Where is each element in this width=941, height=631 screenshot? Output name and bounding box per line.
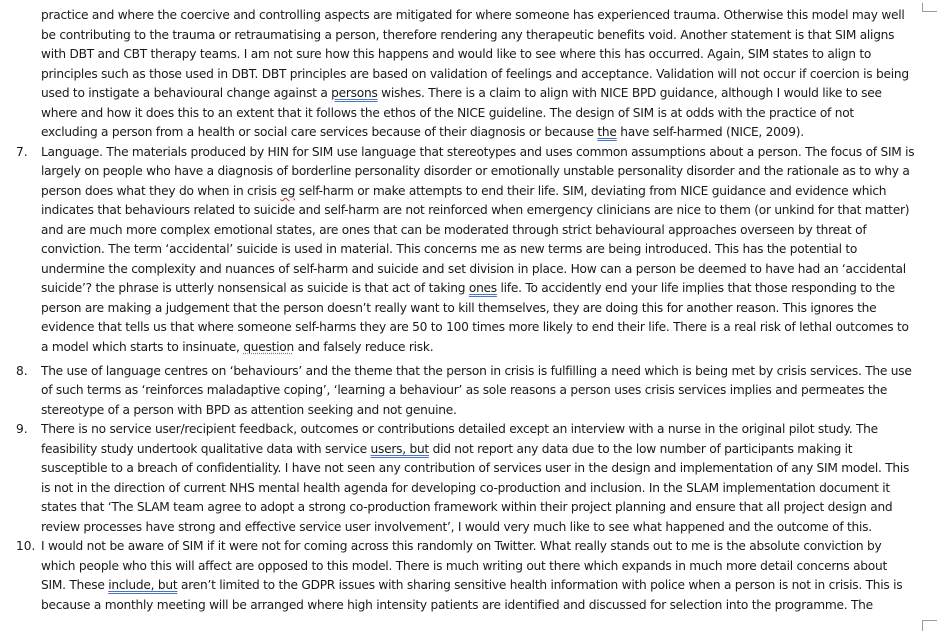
list-item-line [41,537,921,557]
list-item-line [41,498,921,518]
paragraph-line [41,6,921,26]
list-item-line [41,381,921,401]
list-item-line [41,221,921,241]
text-run: aren’t limited to the GDPR issues with sharing sensitive health information with police when a person is not in crisis. This is [177,578,903,592]
list-item-line [41,479,921,499]
grammar-flagged-word[interactable]: ones [468,281,497,295]
list-item-line [41,440,921,460]
text-run: Language. The materials produced by HIN for SIM use language that stereotypes and uses common assumptions about a person. The focus of SIM is [41,145,915,159]
text-run: undermine the complexity and nuances of self-harm and suicide and set division in place. How can a person be deemed to have had an ‘accidental [41,262,906,276]
spelling-flagged-word[interactable]: eg [280,184,296,198]
list-item-line [41,557,921,577]
page-corner-mark-top [922,3,937,12]
style-flagged-word[interactable]: question [243,340,294,354]
text-run: person does what they do when in crisis [41,184,281,198]
list-item-line [41,420,921,440]
list-item-line [41,299,921,319]
list-item-line [41,362,921,382]
list-item-line [41,162,921,182]
text-run: I would not be aware of SIM if it were not for coming across this randomly on Twitter. What really stands out to me is the absolute conviction by [41,539,882,553]
paragraph-line [41,104,921,124]
text-run: and are much more complex emotional states, are ones that can be moderated through strict behavioural approaches overseen by threat of [41,223,867,237]
text-run: practice and where the coercive and controlling aspects are mitigated for where someone has experienced trauma. Otherwise this model may well [41,8,905,22]
text-run: with DBT and CBT therapy teams. I am not sure how this happens and would like to see where this has occurred. Again, SIM states to align to [41,47,872,61]
grammar-flagged-word[interactable]: users, but [370,442,429,456]
grammar-flagged-word[interactable]: persons [331,86,378,100]
list-item-line [41,576,921,596]
text-run: which people who this will affect are opposed to this model. There is much writing out there which expands in much more detail concerns about [41,559,887,573]
list-item-line [41,459,921,479]
text-run: life. To accidently end your life implies that those responding to the [496,281,895,295]
text-run: wishes. There is a claim to align with NICE BPD guidance, although I would like to see [377,86,882,100]
list-number: 8. [16,364,28,378]
paragraph-line [41,65,921,85]
text-run: indicates that behaviours related to suicide and self-harm are not reinforced when emergency clinicians are nice to them (or unkind for that matter) [41,203,910,217]
paragraph-line [41,26,921,46]
list-item-line [41,240,921,260]
text-run: where and how it does this to an extent that it follows the ethos of the NICE guideline. The design of SIM is at odds with the practice of not [41,106,854,120]
text-run: largely on people who have a diagnosis of borderline personality disorder or emotionally unstable personality disorder and the rationale as to why a [41,164,910,178]
list-item-line [41,279,921,299]
text-run: conviction. The term ‘accidental’ suicide is used in material. This concerns me as new terms are being introduced. This has the potential to [41,242,858,256]
list-number: 7. [16,145,28,159]
text-run: feasibility study undertook qualitative data with service [41,442,371,456]
list-item-line [41,260,921,280]
text-run: SIM. These [41,578,109,592]
text-run: self-harm or make attempts to end their life. SIM, deviating from NICE guidance and evidence which [295,184,887,198]
grammar-flagged-word[interactable]: include, but [108,578,178,592]
list-item-line [41,201,921,221]
text-run: states that ‘The SLAM team agree to adopt a strong co-production framework within their project planning and ensure that all project design and [41,500,893,514]
text-run: because a monthly meeting will be arranged where high intensity patients are identified and discussed for selection into the programme. The [41,598,873,612]
list-item-line [41,318,921,338]
text-run: is not in the direction of current NHS mental health agenda for developing co-production and inclusion. In the SLAM implementation document it [41,481,890,495]
text-run: excluding a person from a health or social care services because of their diagnosis or because [41,125,598,139]
list-item-line [41,143,921,163]
text-run: stereotype of a person with BPD as attention seeking and not genuine. [41,403,457,417]
text-run: have self-harmed (NICE, 2009). [616,125,804,139]
list-number: 9. [16,422,28,436]
text-run: principles such as those used in DBT. DBT principles are based on validation of feelings and acceptance. Validation will not occur if coercion is being [41,67,909,81]
text-run: There is no service user/recipient feedback, outcomes or contributions detailed except an interview with a nurse in the original pilot study. The [41,422,878,436]
text-run: be contributing to the trauma or retraumatising a person, therefore rendering any therapeutic benefits void. Another statement is that SIM aligns [41,28,895,42]
list-item-line [41,338,921,358]
list-number: 10. [16,539,36,553]
text-run: susceptible to a breach of confidentiality. I have not seen any contribution of services user in the design and implementation of any SIM model. This [41,461,910,475]
paragraph-line [41,45,921,65]
paragraph-line [41,84,921,104]
page-corner-mark-bottom [922,620,937,631]
text-run: The use of language centres on ‘behaviours’ and the theme that the person in crisis is fulfilling a need which is being met by crisis services. The use [41,364,912,378]
list-item-line [41,518,921,538]
list-item-line [41,182,921,202]
grammar-flagged-word[interactable]: the [597,125,617,139]
text-run: used to instigate a behavioural change against a [41,86,332,100]
list-item-line [41,596,921,616]
text-run: evidence that tells us that where someone self-harms they are 50 to 100 times more likely to end their life. There is a real risk of lethal outcomes to [41,320,909,334]
text-run: and falsely reduce risk. [293,340,434,354]
text-run: of such terms as ‘reinforces maladaptive coping’, ‘learning a behaviour’ as sole reasons a person uses crisis services implies and permeates the [41,383,888,397]
text-run: suicide’? the phrase is utterly nonsensical as suicide is that act of taking [41,281,469,295]
text-run: person are making a judgement that the person doesn’t really want to kill themselves, they are doing this for another reason. This ignores the [41,301,877,315]
paragraph-line [41,123,921,143]
text-run: did not report any data due to the low number of participants making it [428,442,853,456]
text-run: review processes have strong and effective service user involvement’, I would very much like to see what happened and the outcome of this. [41,520,872,534]
text-run: a model which starts to insinuate, [41,340,244,354]
list-item-line [41,401,921,421]
